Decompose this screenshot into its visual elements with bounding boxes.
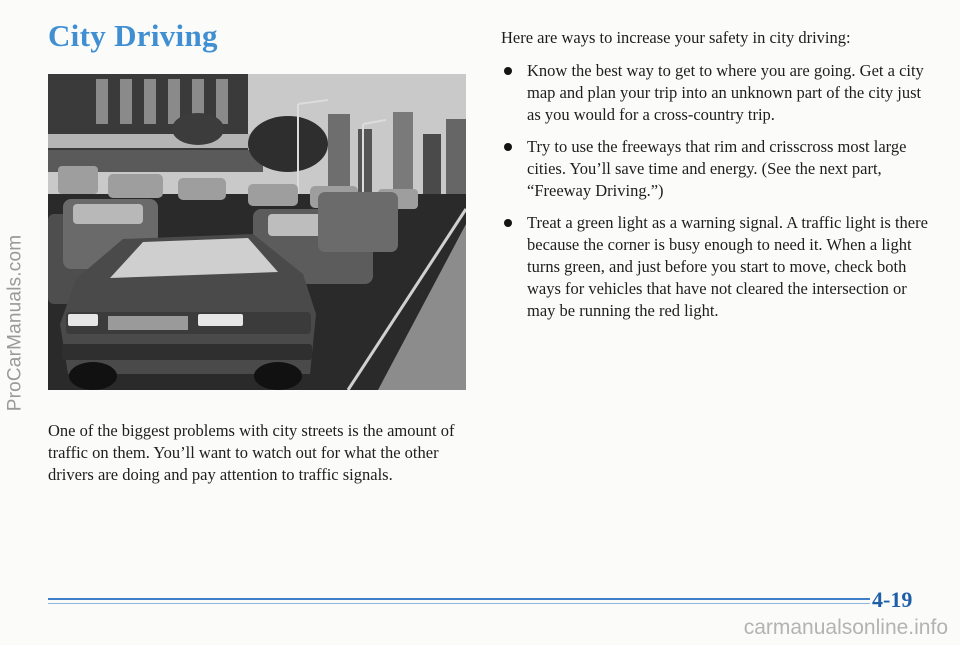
side-watermark bbox=[2, 0, 28, 645]
safety-lead-text: Here are ways to increase your safety in city driving: bbox=[501, 28, 851, 47]
page-title: City Driving bbox=[48, 18, 218, 53]
footer-rule bbox=[48, 598, 870, 600]
footer-watermark: carmanualsonline.info bbox=[743, 616, 948, 639]
right-column bbox=[501, 27, 931, 332]
safety-tip bbox=[501, 212, 931, 322]
safety-tip bbox=[501, 136, 931, 202]
bullet-icon bbox=[504, 219, 512, 227]
safety-tip-text: Treat a green light as a warning signal. A traffic light is there because the corner is busy enough to need it. When a light turns green, and just before you start to move, check both ways for vehicles that have not cleared the intersection or may be running the red light. bbox=[527, 213, 928, 320]
bullet-icon bbox=[504, 67, 512, 75]
page-number: 4-19 bbox=[872, 587, 913, 612]
safety-tips-list bbox=[501, 60, 931, 322]
bullet-icon bbox=[504, 143, 512, 151]
footer-rule-thin bbox=[48, 603, 870, 604]
safety-tip-text: Know the best way to get to where you are going. Get a city map and plan your trip into an unknown part of the city just as you would for a cross-country trip. bbox=[527, 61, 924, 124]
safety-tip-text: Try to use the freeways that rim and crisscross most large cities. You’ll save time and energy. (See the next part, “Freeway Driving.”) bbox=[527, 137, 907, 200]
side-watermark-text: ProCarManuals.com bbox=[4, 234, 26, 411]
safety-tip bbox=[501, 60, 931, 126]
intro-paragraph: One of the biggest problems with city streets is the amount of traffic on them. You’ll want to watch out for what the other drivers are doing and pay attention to traffic signals. bbox=[48, 421, 455, 484]
city-traffic-illustration bbox=[48, 74, 466, 390]
